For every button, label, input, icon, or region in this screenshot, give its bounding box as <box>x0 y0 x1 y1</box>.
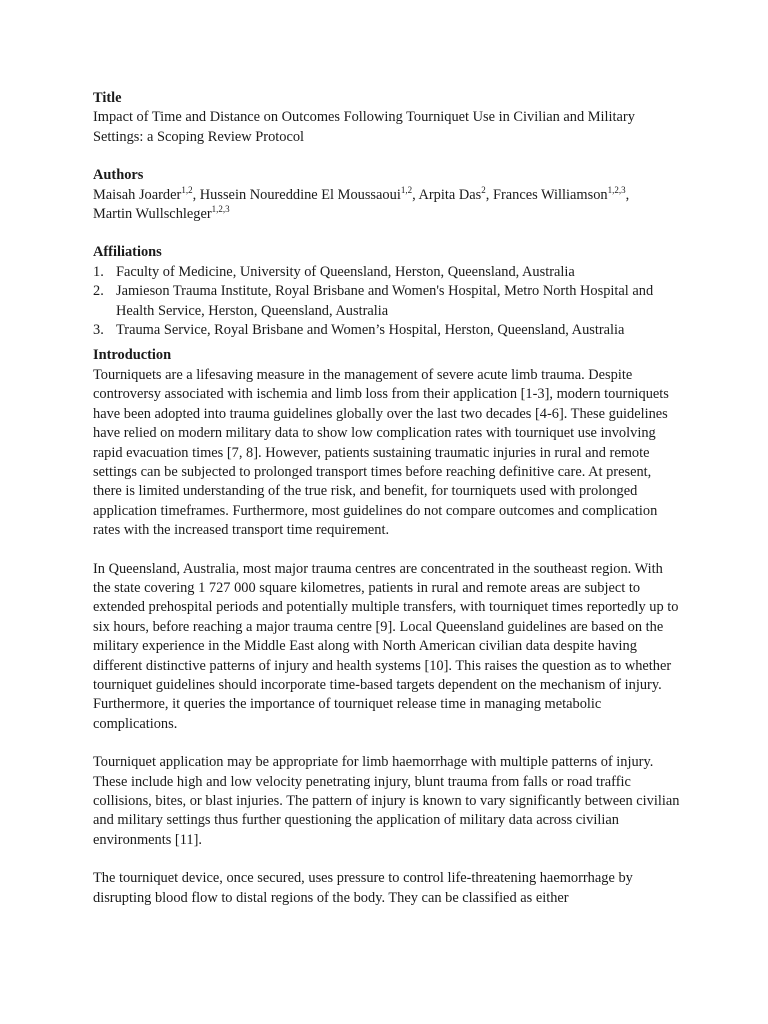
affiliation-item <box>93 282 683 321</box>
author-separator: , <box>192 186 200 203</box>
introduction-paragraph: In Queensland, Australia, most major trauma centres are concentrated in the southeast region. With the state covering 1 727 000 square kilometres, patients in rural and remote areas are subject to extended prehospital periods and potentially multiple transfers, with tourniquet times reportedly up to six hours, before reaching a major trauma centre [9]. Local Queensland guidelines are based on the military experience in the Middle East along with North American civilian data despite having different distinctive patterns of injury and health systems [10]. This raises the question as to whether tourniquet guidelines should incorporate time-based targets dependent on the mechanism of injury. Furthermore, it queries the importance of tourniquet release time in managing metabolic complications. <box>93 560 679 732</box>
introduction-paragraph: Tourniquets are a lifesaving measure in the management of severe acute limb trauma. Despite controversy associated with ischemia and limb loss from their application [1-3], modern tourniquets have been adopted into trauma guidelines globally over the last two decades [4-6]. These guidelines have relied on modern military data to show low complication rates with tourniquet use involving rapid evacuation times [7, 8]. However, patients sustaining traumatic injuries in rural and remote settings can be subjected to prolonged transport times before reaching definitive care. At present, there is limited understanding of the true risk, and benefit, for tourniquets used with prolonged application timeframes. Furthermore, most guidelines do not compare outcomes and complication rates with the increased transport time requirement. <box>93 366 669 539</box>
affiliation-text: Faculty of Medicine, University of Queensland, Herston, Queensland, Australia <box>116 263 575 280</box>
affiliation-item <box>93 263 683 282</box>
author-affiliation-marker: 2 <box>481 184 486 195</box>
author-list <box>93 186 683 225</box>
author-name: Hussein Noureddine El Moussaoui <box>199 186 401 203</box>
affiliation-text: Trauma Service, Royal Brisbane and Women’s Hospital, Herston, Queensland, Australia <box>116 322 625 339</box>
spacer <box>93 541 683 560</box>
author-name: Martin Wullschleger <box>93 206 212 223</box>
spacer <box>93 850 683 869</box>
author-name: Arpita Das <box>418 186 482 203</box>
author-affiliation-marker: 1,2 <box>400 184 413 195</box>
author-affiliation-marker: 1,2,3 <box>607 184 626 195</box>
affiliation-item <box>93 321 683 340</box>
affiliation-number: 2. <box>93 283 104 300</box>
author-separator: , <box>412 186 419 203</box>
author-separator: , <box>625 186 630 203</box>
introduction-paragraph: The tourniquet device, once secured, uses pressure to control life-threatening haemorrhage by disrupting blood flow to distal regions of the body. They can be classified as either <box>93 870 633 906</box>
author-name: Maisah Joarder <box>93 186 182 203</box>
affiliation-list <box>93 263 683 341</box>
introduction-paragraph: Tourniquet application may be appropriate for limb haemorrhage with multiple patterns of injury. These include high and low velocity penetrating injury, blunt trauma from falls or road traffic collisions, bites, or blast injuries. The pattern of injury is known to vary significantly between civilian and military settings thus further questioning the application of military data across civilian environments [11]. <box>93 754 680 848</box>
affiliation-number: 3. <box>93 322 104 339</box>
affiliation-text: Jamieson Trauma Institute, Royal Brisbane and Women's Hospital, Metro North Hospital and Health Service, Herston, Queensland, Australia <box>116 283 654 319</box>
author-affiliation-marker: 1,2,3 <box>211 204 230 215</box>
affiliations-heading: Affiliations <box>93 244 162 261</box>
author-separator: , <box>485 186 493 203</box>
authors-heading: Authors <box>93 167 144 184</box>
paper-title: Impact of Time and Distance on Outcomes Following Tourniquet Use in Civilian and Military Settings: a Scoping Review Protocol <box>93 109 635 145</box>
author-name: Frances Williamson <box>492 186 608 203</box>
document-page <box>93 89 683 908</box>
author-affiliation-marker: 1,2 <box>181 184 193 195</box>
introduction-heading: Introduction <box>93 347 172 364</box>
spacer <box>93 147 683 166</box>
title-heading: Title <box>93 90 122 106</box>
affiliation-number: 1. <box>93 263 104 280</box>
spacer <box>93 734 683 753</box>
spacer <box>93 224 683 243</box>
